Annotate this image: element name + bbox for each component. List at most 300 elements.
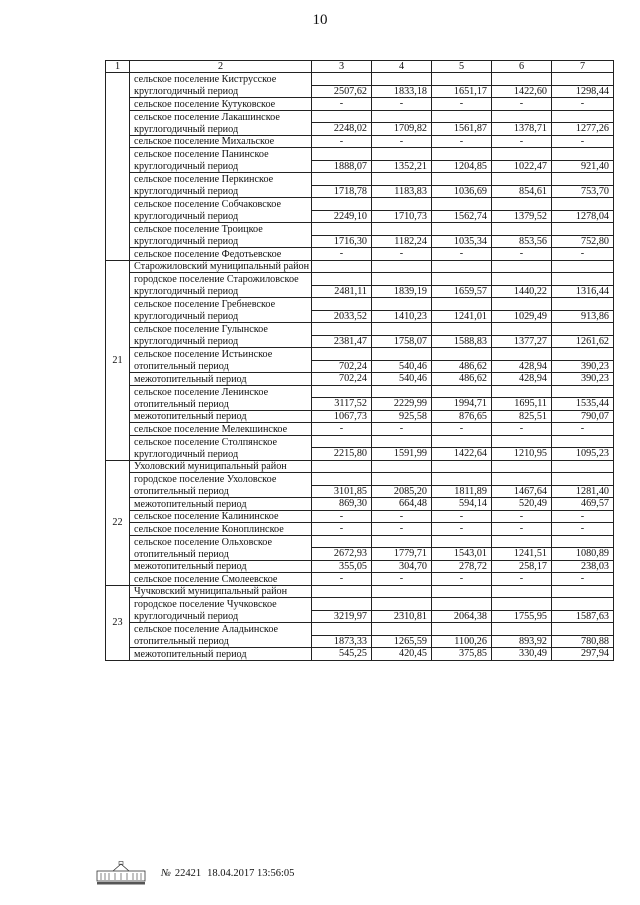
table-row [106, 285, 614, 298]
value-cell: 1241,51 [492, 548, 552, 561]
value-cell [552, 223, 614, 236]
value-cell: 1022,47 [492, 160, 552, 173]
value-cell: 428,94 [492, 360, 552, 373]
row-label-cell: Старожиловский муниципальный район [130, 260, 312, 273]
table-row [106, 248, 614, 261]
value-cell: 1281,40 [552, 485, 614, 498]
value-cell: 1277,26 [552, 123, 614, 136]
row-label-cell: межотопительный период [130, 498, 312, 511]
value-cell: 854,61 [492, 185, 552, 198]
value-cell [432, 73, 492, 86]
value-cell: 420,45 [372, 648, 432, 661]
settlement-name-row [106, 323, 614, 336]
table-row [106, 448, 614, 461]
value-cell [492, 435, 552, 448]
row-label-cell: сельское поселение Ольховское [130, 535, 312, 548]
table-row [106, 410, 614, 423]
table-row [106, 310, 614, 323]
settlement-name-row [106, 148, 614, 161]
value-cell: 355,05 [312, 560, 372, 573]
value-cell: - [372, 423, 432, 436]
row-label-cell: межотопительный период [130, 373, 312, 386]
value-cell: 3219,97 [312, 610, 372, 623]
value-cell: 486,62 [432, 360, 492, 373]
row-label-cell: межотопительный период [130, 560, 312, 573]
value-cell: 1833,18 [372, 85, 432, 98]
row-label-cell: межотопительный период [130, 648, 312, 661]
row-label-cell: отопительный период [130, 360, 312, 373]
row-label-cell: отопительный период [130, 485, 312, 498]
value-cell: 3117,52 [312, 398, 372, 411]
value-cell [492, 260, 552, 273]
table-row [106, 635, 614, 648]
value-cell: 1651,17 [432, 85, 492, 98]
row-number-cell: 22 [106, 460, 130, 585]
value-cell: 428,94 [492, 373, 552, 386]
table-row [106, 573, 614, 586]
value-cell [552, 298, 614, 311]
value-cell: - [492, 98, 552, 111]
value-cell: 1080,89 [552, 548, 614, 561]
value-cell: - [432, 248, 492, 261]
value-cell [492, 110, 552, 123]
value-cell [492, 385, 552, 398]
settlement-name-row [106, 198, 614, 211]
district-row [106, 460, 614, 473]
value-cell: 780,88 [552, 635, 614, 648]
column-header: 5 [432, 61, 492, 73]
value-cell: 753,70 [552, 185, 614, 198]
settlement-name-row [106, 223, 614, 236]
table-row [106, 423, 614, 436]
value-cell: 258,17 [492, 560, 552, 573]
value-cell [492, 535, 552, 548]
value-cell [312, 198, 372, 211]
value-cell: 1758,07 [372, 335, 432, 348]
value-cell: 278,72 [432, 560, 492, 573]
value-cell: 1888,07 [312, 160, 372, 173]
value-cell [432, 623, 492, 636]
row-label-cell: круглогодичный период [130, 335, 312, 348]
value-cell: 1440,22 [492, 285, 552, 298]
value-cell: 1716,30 [312, 235, 372, 248]
value-cell: 1036,69 [432, 185, 492, 198]
table-row [106, 185, 614, 198]
row-label-cell: круглогодичный период [130, 123, 312, 136]
row-label-cell: сельское поселение Смолеевское [130, 573, 312, 586]
row-label-cell: сельское поселение Ленинское [130, 385, 312, 398]
row-number-cell [106, 73, 130, 261]
value-cell: - [372, 248, 432, 261]
value-cell: 1994,71 [432, 398, 492, 411]
row-label-cell: отопительный период [130, 398, 312, 411]
document-footer [95, 861, 294, 885]
value-cell: 702,24 [312, 373, 372, 386]
page-number: 10 [312, 12, 328, 28]
value-cell [312, 148, 372, 161]
value-cell [432, 198, 492, 211]
value-cell [552, 460, 614, 473]
value-cell: - [312, 135, 372, 148]
table-row [106, 610, 614, 623]
row-label-cell: городское поселение Старожиловское [130, 273, 312, 286]
value-cell: - [492, 248, 552, 261]
value-cell: 375,85 [432, 648, 492, 661]
value-cell [372, 473, 432, 486]
value-cell [492, 585, 552, 598]
value-cell [372, 598, 432, 611]
value-cell: 2381,47 [312, 335, 372, 348]
value-cell [492, 323, 552, 336]
value-cell: - [432, 423, 492, 436]
value-cell: - [492, 573, 552, 586]
table-row [106, 210, 614, 223]
value-cell: - [312, 248, 372, 261]
row-label-cell: круглогодичный период [130, 210, 312, 223]
value-cell [492, 460, 552, 473]
value-cell: 1067,73 [312, 410, 372, 423]
value-cell: 1182,24 [372, 235, 432, 248]
value-cell: 545,25 [312, 648, 372, 661]
value-cell: 1779,71 [372, 548, 432, 561]
column-header: 6 [492, 61, 552, 73]
row-label-cell: сельское поселение Киструсское [130, 73, 312, 86]
value-cell: 1378,71 [492, 123, 552, 136]
value-cell: 1035,34 [432, 235, 492, 248]
value-cell: 1241,01 [432, 310, 492, 323]
value-cell [552, 535, 614, 548]
table-row [106, 373, 614, 386]
value-cell: 520,49 [492, 498, 552, 511]
value-cell: 390,23 [552, 360, 614, 373]
value-cell: 1709,82 [372, 123, 432, 136]
row-label-cell: межотопительный период [130, 410, 312, 423]
value-cell [492, 73, 552, 86]
value-cell: 1811,89 [432, 485, 492, 498]
tariff-table [105, 60, 614, 661]
value-cell [492, 473, 552, 486]
table-row [106, 548, 614, 561]
column-header: 4 [372, 61, 432, 73]
value-cell [552, 348, 614, 361]
value-cell [492, 173, 552, 186]
value-cell [312, 623, 372, 636]
table-row [106, 123, 614, 136]
value-cell [552, 110, 614, 123]
value-cell [372, 110, 432, 123]
table-row [106, 510, 614, 523]
value-cell: 1591,99 [372, 448, 432, 461]
column-header: 2 [130, 61, 312, 73]
table-header-row [106, 61, 614, 73]
value-cell: - [552, 510, 614, 523]
row-label-cell: сельское поселение Лакашинское [130, 110, 312, 123]
value-cell: 1422,64 [432, 448, 492, 461]
value-cell: - [432, 98, 492, 111]
value-cell [312, 460, 372, 473]
value-cell: 2248,02 [312, 123, 372, 136]
row-label-cell: сельское поселение Собчаковское [130, 198, 312, 211]
value-cell [552, 260, 614, 273]
settlement-name-row [106, 535, 614, 548]
value-cell: - [372, 523, 432, 536]
value-cell: 1695,11 [492, 398, 552, 411]
value-cell: 540,46 [372, 373, 432, 386]
value-cell: 2672,93 [312, 548, 372, 561]
value-cell [432, 298, 492, 311]
value-cell: 752,80 [552, 235, 614, 248]
value-cell: - [372, 135, 432, 148]
value-cell: 1873,33 [312, 635, 372, 648]
value-cell: 1100,26 [432, 635, 492, 648]
value-cell [312, 473, 372, 486]
value-cell: 1316,44 [552, 285, 614, 298]
row-label-cell: сельское поселение Михальское [130, 135, 312, 148]
row-label-cell: Ухоловский муниципальный район [130, 460, 312, 473]
value-cell: 664,48 [372, 498, 432, 511]
value-cell [492, 348, 552, 361]
value-cell: 1298,44 [552, 85, 614, 98]
document-datetime: 18.04.2017 13:56:05 [207, 867, 295, 879]
value-cell [432, 260, 492, 273]
district-row [106, 585, 614, 598]
column-header: 1 [106, 61, 130, 73]
value-cell: 1095,23 [552, 448, 614, 461]
value-cell [552, 173, 614, 186]
value-cell: 925,58 [372, 410, 432, 423]
value-cell [432, 323, 492, 336]
table-row [106, 85, 614, 98]
value-cell: 913,86 [552, 310, 614, 323]
value-cell [312, 585, 372, 598]
value-cell: 1659,57 [432, 285, 492, 298]
value-cell: 2249,10 [312, 210, 372, 223]
row-label-cell: отопительный период [130, 635, 312, 648]
value-cell [372, 260, 432, 273]
value-cell [312, 73, 372, 86]
value-cell: 2229,99 [372, 398, 432, 411]
value-cell: 1377,27 [492, 335, 552, 348]
row-label-cell: сельское поселение Мелекшинское [130, 423, 312, 436]
value-cell: 1265,59 [372, 635, 432, 648]
value-cell: - [312, 98, 372, 111]
value-cell [432, 173, 492, 186]
row-label-cell: сельское поселение Перкинское [130, 173, 312, 186]
row-label-cell: сельское поселение Гулынское [130, 323, 312, 336]
value-cell: 1561,87 [432, 123, 492, 136]
value-cell [552, 273, 614, 286]
value-cell: - [312, 510, 372, 523]
column-header: 7 [552, 61, 614, 73]
value-cell: 893,92 [492, 635, 552, 648]
value-cell: 1352,21 [372, 160, 432, 173]
value-cell: 1204,85 [432, 160, 492, 173]
value-cell [552, 148, 614, 161]
row-label-cell: круглогодичный период [130, 285, 312, 298]
row-label-cell: круглогодичный период [130, 310, 312, 323]
settlement-name-row [106, 623, 614, 636]
value-cell [432, 273, 492, 286]
row-label-cell: городское поселение Чучковское [130, 598, 312, 611]
value-cell [492, 148, 552, 161]
settlement-name-row [106, 173, 614, 186]
value-cell [492, 623, 552, 636]
value-cell [492, 273, 552, 286]
settlement-name-row [106, 598, 614, 611]
row-label-cell: круглогодичный период [130, 160, 312, 173]
value-cell [372, 198, 432, 211]
table-row [106, 560, 614, 573]
value-cell [372, 298, 432, 311]
value-cell: - [432, 573, 492, 586]
value-cell [372, 585, 432, 598]
value-cell [552, 385, 614, 398]
document-number: 22421 [174, 867, 202, 879]
value-cell: - [552, 573, 614, 586]
value-cell [432, 148, 492, 161]
value-cell: 238,03 [552, 560, 614, 573]
value-cell: 790,07 [552, 410, 614, 423]
row-label-cell: сельское поселение Истьинское [130, 348, 312, 361]
value-cell [432, 585, 492, 598]
value-cell [432, 535, 492, 548]
value-cell: 2481,11 [312, 285, 372, 298]
value-cell: 1467,64 [492, 485, 552, 498]
value-cell [312, 110, 372, 123]
table-row [106, 135, 614, 148]
value-cell [312, 435, 372, 448]
value-cell [492, 598, 552, 611]
value-cell: 304,70 [372, 560, 432, 573]
row-label-cell: сельское поселение Коноплинское [130, 523, 312, 536]
value-cell [552, 598, 614, 611]
row-label-cell: сельское поселение Калининское [130, 510, 312, 523]
value-cell: 1587,63 [552, 610, 614, 623]
value-cell: - [432, 523, 492, 536]
value-cell [312, 223, 372, 236]
row-label-cell: сельское поселение Троицкое [130, 223, 312, 236]
value-cell [312, 535, 372, 548]
value-cell: 330,49 [492, 648, 552, 661]
value-cell: 2215,80 [312, 448, 372, 461]
value-cell [372, 535, 432, 548]
value-cell [552, 435, 614, 448]
value-cell [432, 460, 492, 473]
row-label-cell: Чучковский муниципальный район [130, 585, 312, 598]
value-cell: 1535,44 [552, 398, 614, 411]
settlement-name-row [106, 348, 614, 361]
value-cell [432, 385, 492, 398]
table-row [106, 498, 614, 511]
value-cell [492, 298, 552, 311]
row-label-cell: круглогодичный период [130, 610, 312, 623]
value-cell [372, 460, 432, 473]
value-cell: 1755,95 [492, 610, 552, 623]
value-cell: 1839,19 [372, 285, 432, 298]
table-row [106, 360, 614, 373]
value-cell [372, 385, 432, 398]
value-cell [492, 223, 552, 236]
value-cell [372, 148, 432, 161]
value-cell [432, 473, 492, 486]
value-cell [372, 323, 432, 336]
settlement-name-row [106, 385, 614, 398]
value-cell [432, 110, 492, 123]
row-label-cell: круглогодичный период [130, 448, 312, 461]
value-cell: 3101,85 [312, 485, 372, 498]
row-label-cell: сельское поселение Панинское [130, 148, 312, 161]
row-label-cell: круглогодичный период [130, 235, 312, 248]
value-cell [552, 623, 614, 636]
table-row [106, 98, 614, 111]
value-cell: 1261,62 [552, 335, 614, 348]
value-cell: - [492, 523, 552, 536]
number-symbol: № [161, 867, 171, 879]
value-cell: - [552, 523, 614, 536]
value-cell: 2085,20 [372, 485, 432, 498]
value-cell: 876,65 [432, 410, 492, 423]
value-cell: 1278,04 [552, 210, 614, 223]
district-row [106, 260, 614, 273]
value-cell: 1710,73 [372, 210, 432, 223]
value-cell: 390,23 [552, 373, 614, 386]
value-cell [432, 223, 492, 236]
value-cell: - [552, 135, 614, 148]
value-cell [312, 298, 372, 311]
value-cell [432, 348, 492, 361]
settlement-name-row [106, 298, 614, 311]
settlement-name-row [106, 110, 614, 123]
table-row [106, 485, 614, 498]
value-cell [372, 435, 432, 448]
value-cell: 297,94 [552, 648, 614, 661]
value-cell: 2064,38 [432, 610, 492, 623]
row-label-cell: сельское поселение Столпянское [130, 435, 312, 448]
value-cell [372, 273, 432, 286]
row-label-cell: сельское поселение Федотьевское [130, 248, 312, 261]
value-cell: 486,62 [432, 373, 492, 386]
value-cell: 1183,83 [372, 185, 432, 198]
value-cell: 2033,52 [312, 310, 372, 323]
value-cell: 1422,60 [492, 85, 552, 98]
value-cell [372, 173, 432, 186]
value-cell: - [312, 423, 372, 436]
value-cell: 469,57 [552, 498, 614, 511]
value-cell [372, 223, 432, 236]
value-cell: 1410,23 [372, 310, 432, 323]
value-cell [312, 348, 372, 361]
value-cell: 540,46 [372, 360, 432, 373]
settlement-name-row [106, 273, 614, 286]
row-label-cell: сельское поселение Кутуковское [130, 98, 312, 111]
building-stamp-icon [95, 861, 147, 885]
settlement-name-row [106, 473, 614, 486]
settlement-name-row [106, 435, 614, 448]
row-label-cell: сельское поселение Гребневское [130, 298, 312, 311]
value-cell: - [552, 98, 614, 111]
value-cell: 1210,95 [492, 448, 552, 461]
value-cell [552, 73, 614, 86]
table-row [106, 335, 614, 348]
value-cell: 1588,83 [432, 335, 492, 348]
value-cell: 1029,49 [492, 310, 552, 323]
value-cell: 825,51 [492, 410, 552, 423]
value-cell: - [312, 523, 372, 536]
table-row [106, 398, 614, 411]
row-number-cell: 23 [106, 585, 130, 660]
value-cell [312, 323, 372, 336]
value-cell: - [552, 423, 614, 436]
